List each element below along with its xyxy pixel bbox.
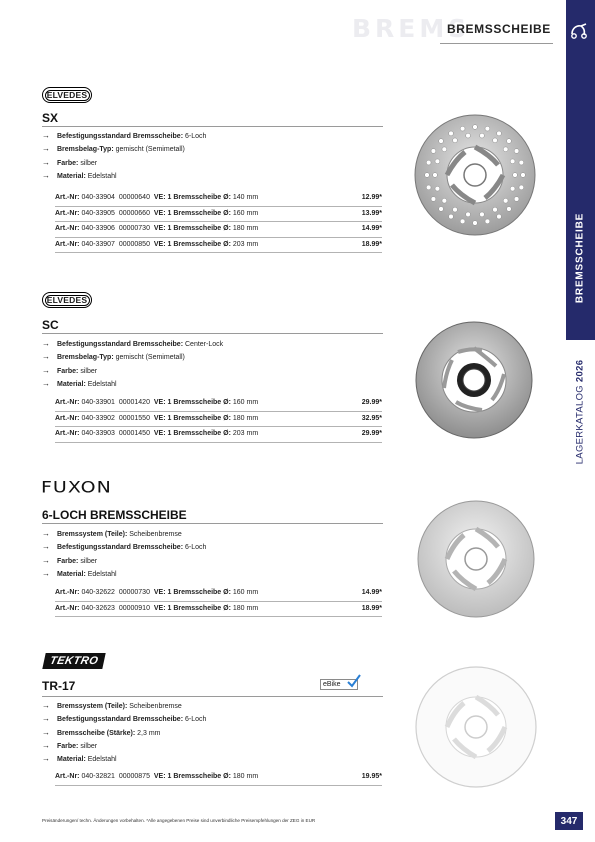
disc-hole — [431, 149, 436, 154]
disc-hole — [514, 197, 519, 202]
arrow-right-icon: → — [42, 542, 50, 552]
disc-hole — [439, 207, 444, 212]
disc-hole — [460, 126, 465, 131]
table-row: Art.-Nr: 040-33906 00000730 VE: 1 Bremsscheibe Ø: 180 mm 14.99* — [55, 222, 382, 238]
arrow-right-icon: → — [42, 157, 50, 167]
spec-item: → Bremssystem (Teile): Scheibenbremse — [42, 700, 206, 713]
elvedes-logo: ELVEDES — [42, 87, 92, 103]
spec-item: → Material: Edelstahl — [42, 568, 206, 581]
disc-hole — [442, 198, 447, 203]
section-divider — [42, 523, 383, 524]
arrow-right-icon: → — [42, 727, 50, 737]
disc-hole — [453, 207, 458, 212]
table-row: Art.-Nr: 040-33901 00001420 VE: 1 Bremsscheibe Ø: 160 mm 29.99* — [55, 396, 382, 412]
spec-item: → Farbe: silber — [42, 740, 206, 753]
spec-item: → Material: Edelstahl — [42, 170, 206, 183]
disc-hole — [514, 149, 519, 154]
disc-hole — [466, 212, 471, 217]
sidebar-catalog-label — [575, 360, 586, 465]
table-row: Art.-Nr: 040-33905 00000660 VE: 1 Bremsscheibe Ø: 160 mm 13.99* — [55, 207, 382, 223]
disc-hole — [507, 139, 512, 144]
section-divider — [42, 126, 383, 127]
brake-icon — [569, 20, 591, 42]
spec-item: → Bremsbelag-Typ: gemischt (Semimetall) — [42, 351, 223, 364]
disc-hole — [480, 212, 485, 217]
price-table-sc — [55, 396, 382, 443]
disc-hole — [433, 173, 438, 178]
page-title: BREMSSCHEIBE — [447, 22, 551, 36]
table-row: Art.-Nr: 040-32821 00000875 VE: 1 Bremsscheibe Ø: 180 mm 19.95* — [55, 770, 382, 786]
disc-hole — [503, 198, 508, 203]
arrow-right-icon: → — [42, 740, 50, 750]
arrow-right-icon: → — [42, 339, 50, 348]
disc-hole — [485, 219, 490, 224]
arrow-right-icon: → — [42, 754, 50, 764]
checkmark-icon — [346, 673, 362, 689]
tektro-logo: TEKTRO — [42, 653, 106, 669]
table-row: Art.-Nr: 040-32623 00000910 VE: 1 Bremsscheibe Ø: 180 mm 18.99* — [55, 602, 382, 618]
brake-disc-image-sc — [412, 318, 536, 442]
disc-hole — [510, 186, 515, 191]
spec-list-sx — [42, 130, 206, 183]
disc-hole — [425, 173, 430, 178]
disc-hole — [493, 138, 498, 143]
disc-hole — [473, 125, 478, 130]
product-title-6-loch: 6-LOCH BREMSSCHEIBE — [42, 508, 187, 522]
disc-hole — [485, 126, 490, 131]
spec-item: → Farbe: silber — [42, 555, 206, 568]
header-ghost-text: BREMS — [352, 14, 471, 43]
spec-item: → Farbe: silber — [42, 365, 223, 378]
arrow-right-icon: → — [42, 365, 50, 375]
disc-hole — [480, 133, 485, 138]
disc-hole — [426, 185, 431, 190]
disc-hole — [507, 207, 512, 212]
sidebar-category-label: BREMSSCHEIBE — [574, 212, 586, 304]
product-title-sc: SC — [42, 318, 59, 332]
spec-item: → Befestigungsstandard Bremsscheibe: Center-Lock — [42, 338, 223, 351]
spec-item: → Farbe: silber — [42, 157, 206, 170]
disc-hole — [435, 159, 440, 164]
spec-item: → Material: Edelstahl — [42, 378, 223, 391]
arrow-right-icon: → — [42, 529, 50, 538]
price-table-tektro — [55, 770, 382, 786]
disc-hole — [431, 197, 436, 202]
brake-disc-image-fuxon — [414, 497, 538, 621]
disc-hole — [442, 147, 447, 152]
table-row: Art.-Nr: 040-33903 00001450 VE: 1 Bremsscheibe Ø: 203 mm 29.99* — [55, 427, 382, 443]
footer-disclaimer: Preisänderungen/ techn. Änderungen vorbehalten. *Alle angegebenen Preise sind unverbindliche Preisempfehlungen der ZEG in EUR — [42, 818, 316, 823]
table-row: Art.-Nr: 040-33904 00000640 VE: 1 Bremsscheibe Ø: 140 mm 12.99* — [55, 191, 382, 207]
spec-item: → Bremsscheibe (Stärke): 2,3 mm — [42, 727, 206, 740]
disc-hole — [449, 214, 454, 219]
spec-item: → Bremsbelag-Typ: gemischt (Semimetall) — [42, 143, 206, 156]
spec-item: → Bremssystem (Teile): Scheibenbremse — [42, 528, 206, 541]
spec-list-sc — [42, 338, 223, 391]
disc-hole — [493, 207, 498, 212]
arrow-right-icon: → — [42, 131, 50, 140]
sidebar-tab-notch — [566, 318, 595, 340]
arrow-right-icon: → — [42, 701, 50, 710]
spec-item: → Befestigungsstandard Bremsscheibe: 6-Loch — [42, 130, 206, 143]
disc-hole — [449, 131, 454, 136]
arrow-right-icon: → — [42, 555, 50, 565]
arrow-right-icon: → — [42, 170, 50, 180]
disc-hole — [503, 147, 508, 152]
spec-list-tektro — [42, 700, 206, 766]
spec-item: → Befestigungsstandard Bremsscheibe: 6-Loch — [42, 713, 206, 726]
ebike-badge: eBike — [320, 679, 358, 690]
catalog-year: 2026 — [574, 359, 586, 383]
disc-hole — [460, 219, 465, 224]
arrow-right-icon: → — [42, 352, 50, 362]
disc-hole — [513, 173, 518, 178]
page-number: 347 — [555, 812, 583, 830]
disc-hole — [426, 160, 431, 165]
section-divider — [42, 696, 383, 697]
product-title-tr17: TR-17 — [42, 679, 76, 693]
table-row: Art.-Nr: 040-33907 00000850 VE: 1 Bremsscheibe Ø: 203 mm 18.99* — [55, 238, 382, 254]
arrow-right-icon: → — [42, 378, 50, 388]
price-table-sx — [55, 191, 382, 253]
spec-item: → Befestigungsstandard Bremsscheibe: 6-Loch — [42, 541, 206, 554]
elvedes-logo: ELVEDES — [42, 292, 92, 308]
spec-item: → Material: Edelstahl — [42, 753, 206, 766]
disc-hole — [435, 186, 440, 191]
disc-hole — [510, 159, 515, 164]
brake-disc-image-tektro — [412, 663, 540, 791]
disc-hole — [473, 221, 478, 226]
product-title-sx: SX — [42, 111, 59, 125]
disc-hole — [466, 133, 471, 138]
catalog-prefix: LAGERKATALOG — [574, 382, 586, 465]
brake-disc-image-sx — [410, 110, 540, 240]
table-row: Art.-Nr: 040-33902 00001550 VE: 1 Bremsscheibe Ø: 180 mm 32.95* — [55, 412, 382, 428]
arrow-right-icon: → — [42, 144, 50, 154]
spec-list-fuxon — [42, 528, 206, 581]
arrow-right-icon: → — [42, 568, 50, 578]
disc-hole — [497, 214, 502, 219]
disc-hole — [521, 173, 526, 178]
disc-hole — [453, 138, 458, 143]
price-table-fuxon — [55, 586, 382, 617]
fuxon-logo: FUXON — [41, 478, 112, 497]
disc-hole — [497, 131, 502, 136]
disc-hole — [519, 185, 524, 190]
section-divider — [42, 333, 383, 334]
disc-hole — [439, 139, 444, 144]
header-divider — [440, 43, 553, 44]
disc-hole — [519, 160, 524, 165]
table-row: Art.-Nr: 040-32622 00000730 VE: 1 Bremsscheibe Ø: 160 mm 14.99* — [55, 586, 382, 602]
arrow-right-icon: → — [42, 714, 50, 724]
